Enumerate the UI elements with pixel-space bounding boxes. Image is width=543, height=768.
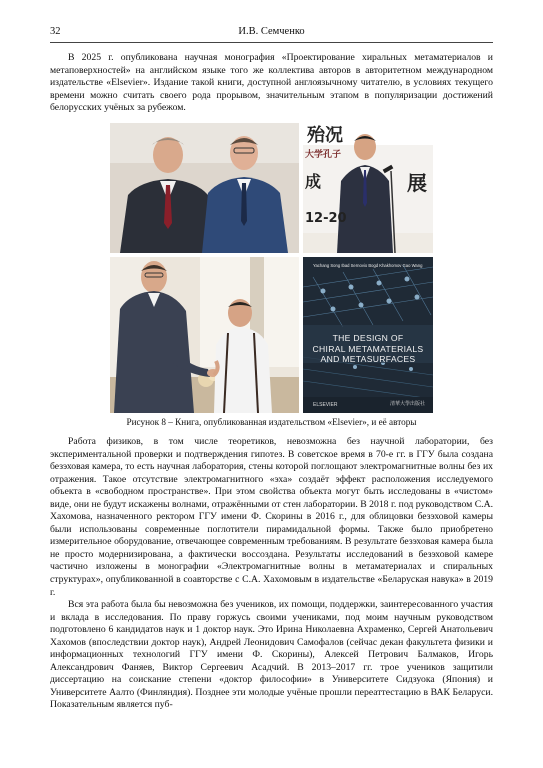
book-cover-title-line: AND METASURFACES [320, 354, 416, 364]
book-cover-authors: Yachang Song Ibad Sernovio Bogd Khakhomov Gao Wang [313, 263, 423, 268]
page-number: 32 [50, 26, 61, 37]
page-header [50, 24, 493, 40]
header-rule [50, 42, 493, 43]
photo-book-cover [303, 257, 433, 413]
figure-caption: Рисунок 8 – Книга, опубликованная издательством «Elsevier», и её авторы [126, 417, 417, 427]
banner-dates: 12-20 [305, 211, 347, 226]
banner-glyph-big: 成 [305, 172, 322, 191]
figure-photos [110, 123, 433, 413]
banner-glyph-big2: 展 [407, 171, 427, 195]
elsevier-logo: ELSEVIER [313, 402, 338, 408]
photo-speaker-banner [303, 123, 433, 253]
paragraph-anechoic-chamber: Работа физиков, в том числе теоретиков, невозможна без научной лаборатории, без экспериментальной проверки и подтверждения гипотез. В советское время в 70-е гг. в ГГУ была создана безэховая камера, то есть научная лаборатория, стены которой поглощают электромагнитные волны без их отражения. Такое отсутствие электромагнитного «эха» создаёт эффект расположения исследуемого объекта в «свободном пространстве». При этом свойства объекта могут быть исследованы в «чистом» виде, они не будут искажены волнами, отражёнными от стен лаборатории. В 2018 г. под руководством С.А. Хахомова, назначенного ректором ГГУ имени Ф. Скорины в 2016 г., для облицовки безэховой камеры были использованы современные поглотители пирамидальной формы. Также было приобретено измерительное оборудование, отвечающее современным требованиям. В результате безэховая камера была не просто модернизирована, а фактически воссоздана. Результаты исследований в безэховой камере частично изложены в монографии «Электромагнитные волны в метаматериалах и спиральных структурах», опубликованной в соавторстве с С.А. Хахомовым в издательстве «Беларуская навука» в 2019 г. [50, 436, 493, 598]
running-title: И.В. Семченко [238, 26, 305, 37]
book-cover-title-line: CHIRAL METAMATERIALS [312, 343, 424, 354]
paragraph-monograph: В 2025 г. опубликована научная монография «Проектирование хиральных метаматериалов и метаповерхностей» на английском языке того же коллектива авторов в авторитетном международном издательстве «Elsevier». Издание такой книги, доступной англоязычному читателю, в условиях текущего времени можно считать своего рода прорывом, значительным этапом в популяризации достижений белорусских учёных за рубежом. [50, 52, 493, 114]
photo-two-authors [110, 123, 299, 253]
book-cover-publisher: 清華大學出版社 [389, 401, 425, 407]
book-cover-title-line: THE DESIGN OF [332, 333, 404, 343]
paragraph-students: Вся эта работа была бы невозможна без учеников, их помощи, поддержки, заинтересованного участия и вклада в исследования. По праву горжусь своими учениками, под моим научным руководством подготовлено 6 кандидатов наук и 1 доктор наук. Это Ирина Николаевна Ахраменко, Сергей Анатольевич Хахомов (впоследствии доктор наук), Андрей Леонидович Самофалов (сейчас декан факультета физики и информационных технологий ГГУ имени Ф. Скорины), Алексей Петрович Балмаков, Игорь Александрович Фаняев, Виктор Сергеевич Асадчий. В 2013–2017 гг. трое учеников защитили диссертацию на соискание степени «доктор философии» в Университете Сидзуока (Япония) и Университете Аалто (Финляндия). Позднее эти молодые учёные прошли переаттестацию в ВАК Беларуси. Показательным является пуб- [50, 599, 493, 711]
photo-handshake [110, 257, 299, 413]
book-cover-title [303, 333, 433, 365]
banner-glyphs-top: 殆况 [307, 125, 343, 146]
banner-glyphs-middle: 大学孔子 [305, 150, 342, 160]
